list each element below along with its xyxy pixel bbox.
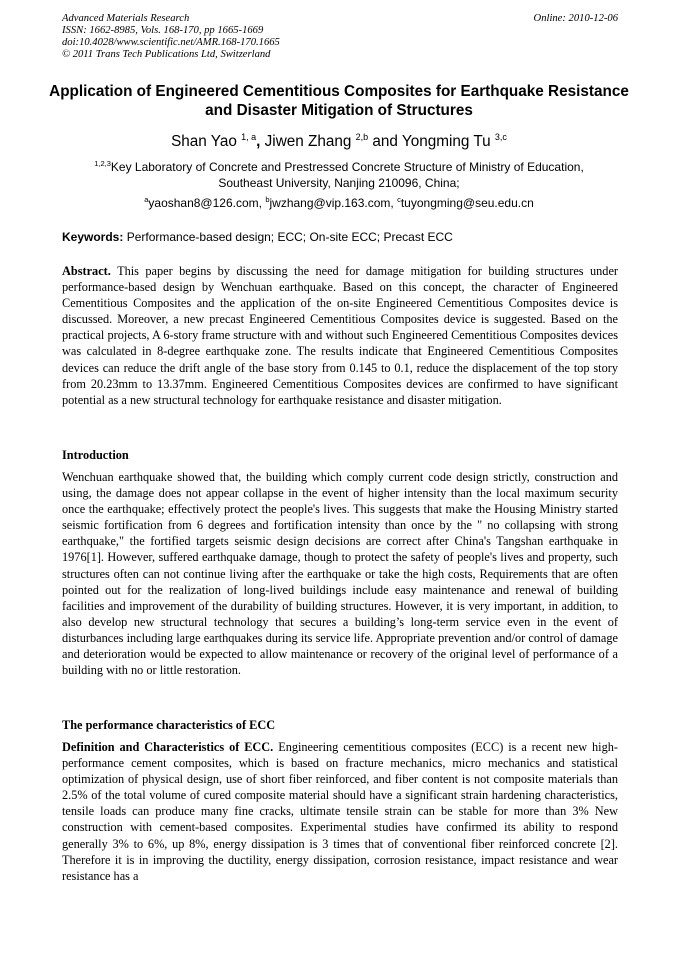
- abstract-label: Abstract.: [62, 264, 111, 278]
- section-heading-introduction: Introduction: [62, 448, 129, 462]
- paper-title: Application of Engineered Cementitious Composites for Earthquake Resistance and Disaster Mitigation of Structures: [49, 83, 629, 119]
- author-separator: ,: [256, 133, 261, 150]
- email-address: tuyongming@seu.edu.cn: [400, 196, 534, 210]
- affiliation-mark: 1,2,3: [94, 159, 111, 168]
- author-list: [40, 128, 638, 151]
- performance-text: Engineering cementitious composites (ECC) is a recent new high-performance cement composites, which is based on fracture mechanics, micro mechanics and statistical optimization of physical design, use of short fiber reinforced, and fiber content is not composite materials than 2.5% of the total volume of cured composite material should have a significant strain hardening characteristics, tensile loads can produce many fine cracks, ultimate tensile strain can be stable for more than 3% New construction with cement-based composites. Experimental studies have confirmed its ability to respond generally 3% to 6%, up 8%, energy dissipation is 3 times that of conventional fiber reinforced concrete [2]. Therefore it is in improving the ductility, energy dissipation, corrosion resistance, impact resistance and wear resistance has a: [62, 740, 618, 883]
- affiliation-line-1: Key Laboratory of Concrete and Prestressed Concrete Structure of Ministry of Education,: [110, 160, 584, 174]
- doi-line: doi:10.4028/www.scientific.net/AMR.168-170.1665: [62, 37, 280, 48]
- journal-name: Advanced Materials Research: [62, 13, 190, 24]
- keywords-text: Performance-based design; ECC; On-site ECC; Precast ECC: [126, 230, 453, 244]
- author-affil-mark: 1, a: [241, 132, 257, 142]
- issn-line: ISSN: 1662-8985, Vols. 168-170, pp 1665-1669: [62, 25, 264, 36]
- affiliation: [40, 156, 638, 191]
- email-mark: a: [144, 195, 149, 204]
- email-mark: b: [265, 195, 270, 204]
- author-name: Shan Yao: [171, 133, 237, 150]
- keywords: [62, 229, 618, 245]
- email-list: [40, 192, 638, 211]
- abstract-text: This paper begins by discussing the need for damage mitigation for building structures under performance-based design by Wenchuan earthquake. Based on this concept, the character of Engineered Cementitious Composites and the application of the on-site Engineered Cementitious Composites device is discussed. Moreover, a new precast Engineered Cementitious Composites device is suggested. Based on the practical projects, A 6-story frame structure with and without such Engineered Cementitious Composites devices was calculated in 8-degree earthquake zone. The results indicate that Engineered Cementitious Composites devices can reduce the drift angle of the base story from 0.145 to 0.1, reduce the displacement of the top story from 20.23mm to 13.37mm. Engineered Cementitious Composites devices are confirmed to have significant potential as a new structural technology for earthquake resistance and disaster mitigation.: [62, 264, 618, 407]
- section-heading-performance: The performance characteristics of ECC: [62, 718, 276, 732]
- online-date: Online: 2010-12-06: [533, 13, 618, 24]
- keywords-label: Keywords:: [62, 230, 124, 244]
- author-name: Jiwen Zhang: [264, 133, 352, 150]
- affiliation-line-2: Southeast University, Nanjing 210096, China;: [218, 176, 460, 190]
- email-mark: c: [397, 195, 401, 204]
- journal-header: [62, 13, 618, 61]
- performance-paragraph: [62, 739, 618, 884]
- author-name: Yongming Tu: [401, 133, 491, 150]
- copyright-line: © 2011 Trans Tech Publications Ltd, Switzerland: [62, 49, 271, 60]
- author-separator: and: [372, 133, 398, 150]
- paragraph-lead: Definition and Characteristics of ECC.: [62, 740, 274, 754]
- abstract: [62, 263, 618, 408]
- introduction-paragraph: Wenchuan earthquake showed that, the building which comply current code design strictly, construction and using, the damage does not appear collapse in the event of higher intensity than the local maximum security once the earthquake; effectively protect the people's lives. This suggests that make the Housing Ministry started seismic fortification from 6 degrees and fortification intensity than once by the " no collapsing with strong earthquake," the fortified targets seismic design decisions are correct after China's Tangshan earthquake in 1976[1]. However, suffered earthquake damage, though to protect the safety of people's lives and property, such structures often can not continue living after the earthquake or take the high costs, Requirements that are often pointed out for the realization of long-lived buildings include easy maintenance and renewal of building facilities and improvement of the durability of building structures. However, it is very important, in addition, to also develop new structural technology that secures a building’s long-term service even in the event of disturbances including large earthquakes during its service life. Appropriate prevention and/or control of damage and deterioration would be expected to allow maintenance or recovery of the original level of performance of a building with no or little restoration.: [62, 470, 618, 678]
- author-affil-mark: 3,c: [494, 132, 507, 142]
- email-address: jwzhang@vip.163.com,: [269, 196, 394, 210]
- email-address: yaoshan8@126.com,: [148, 196, 262, 210]
- author-affil-mark: 2,b: [355, 132, 369, 142]
